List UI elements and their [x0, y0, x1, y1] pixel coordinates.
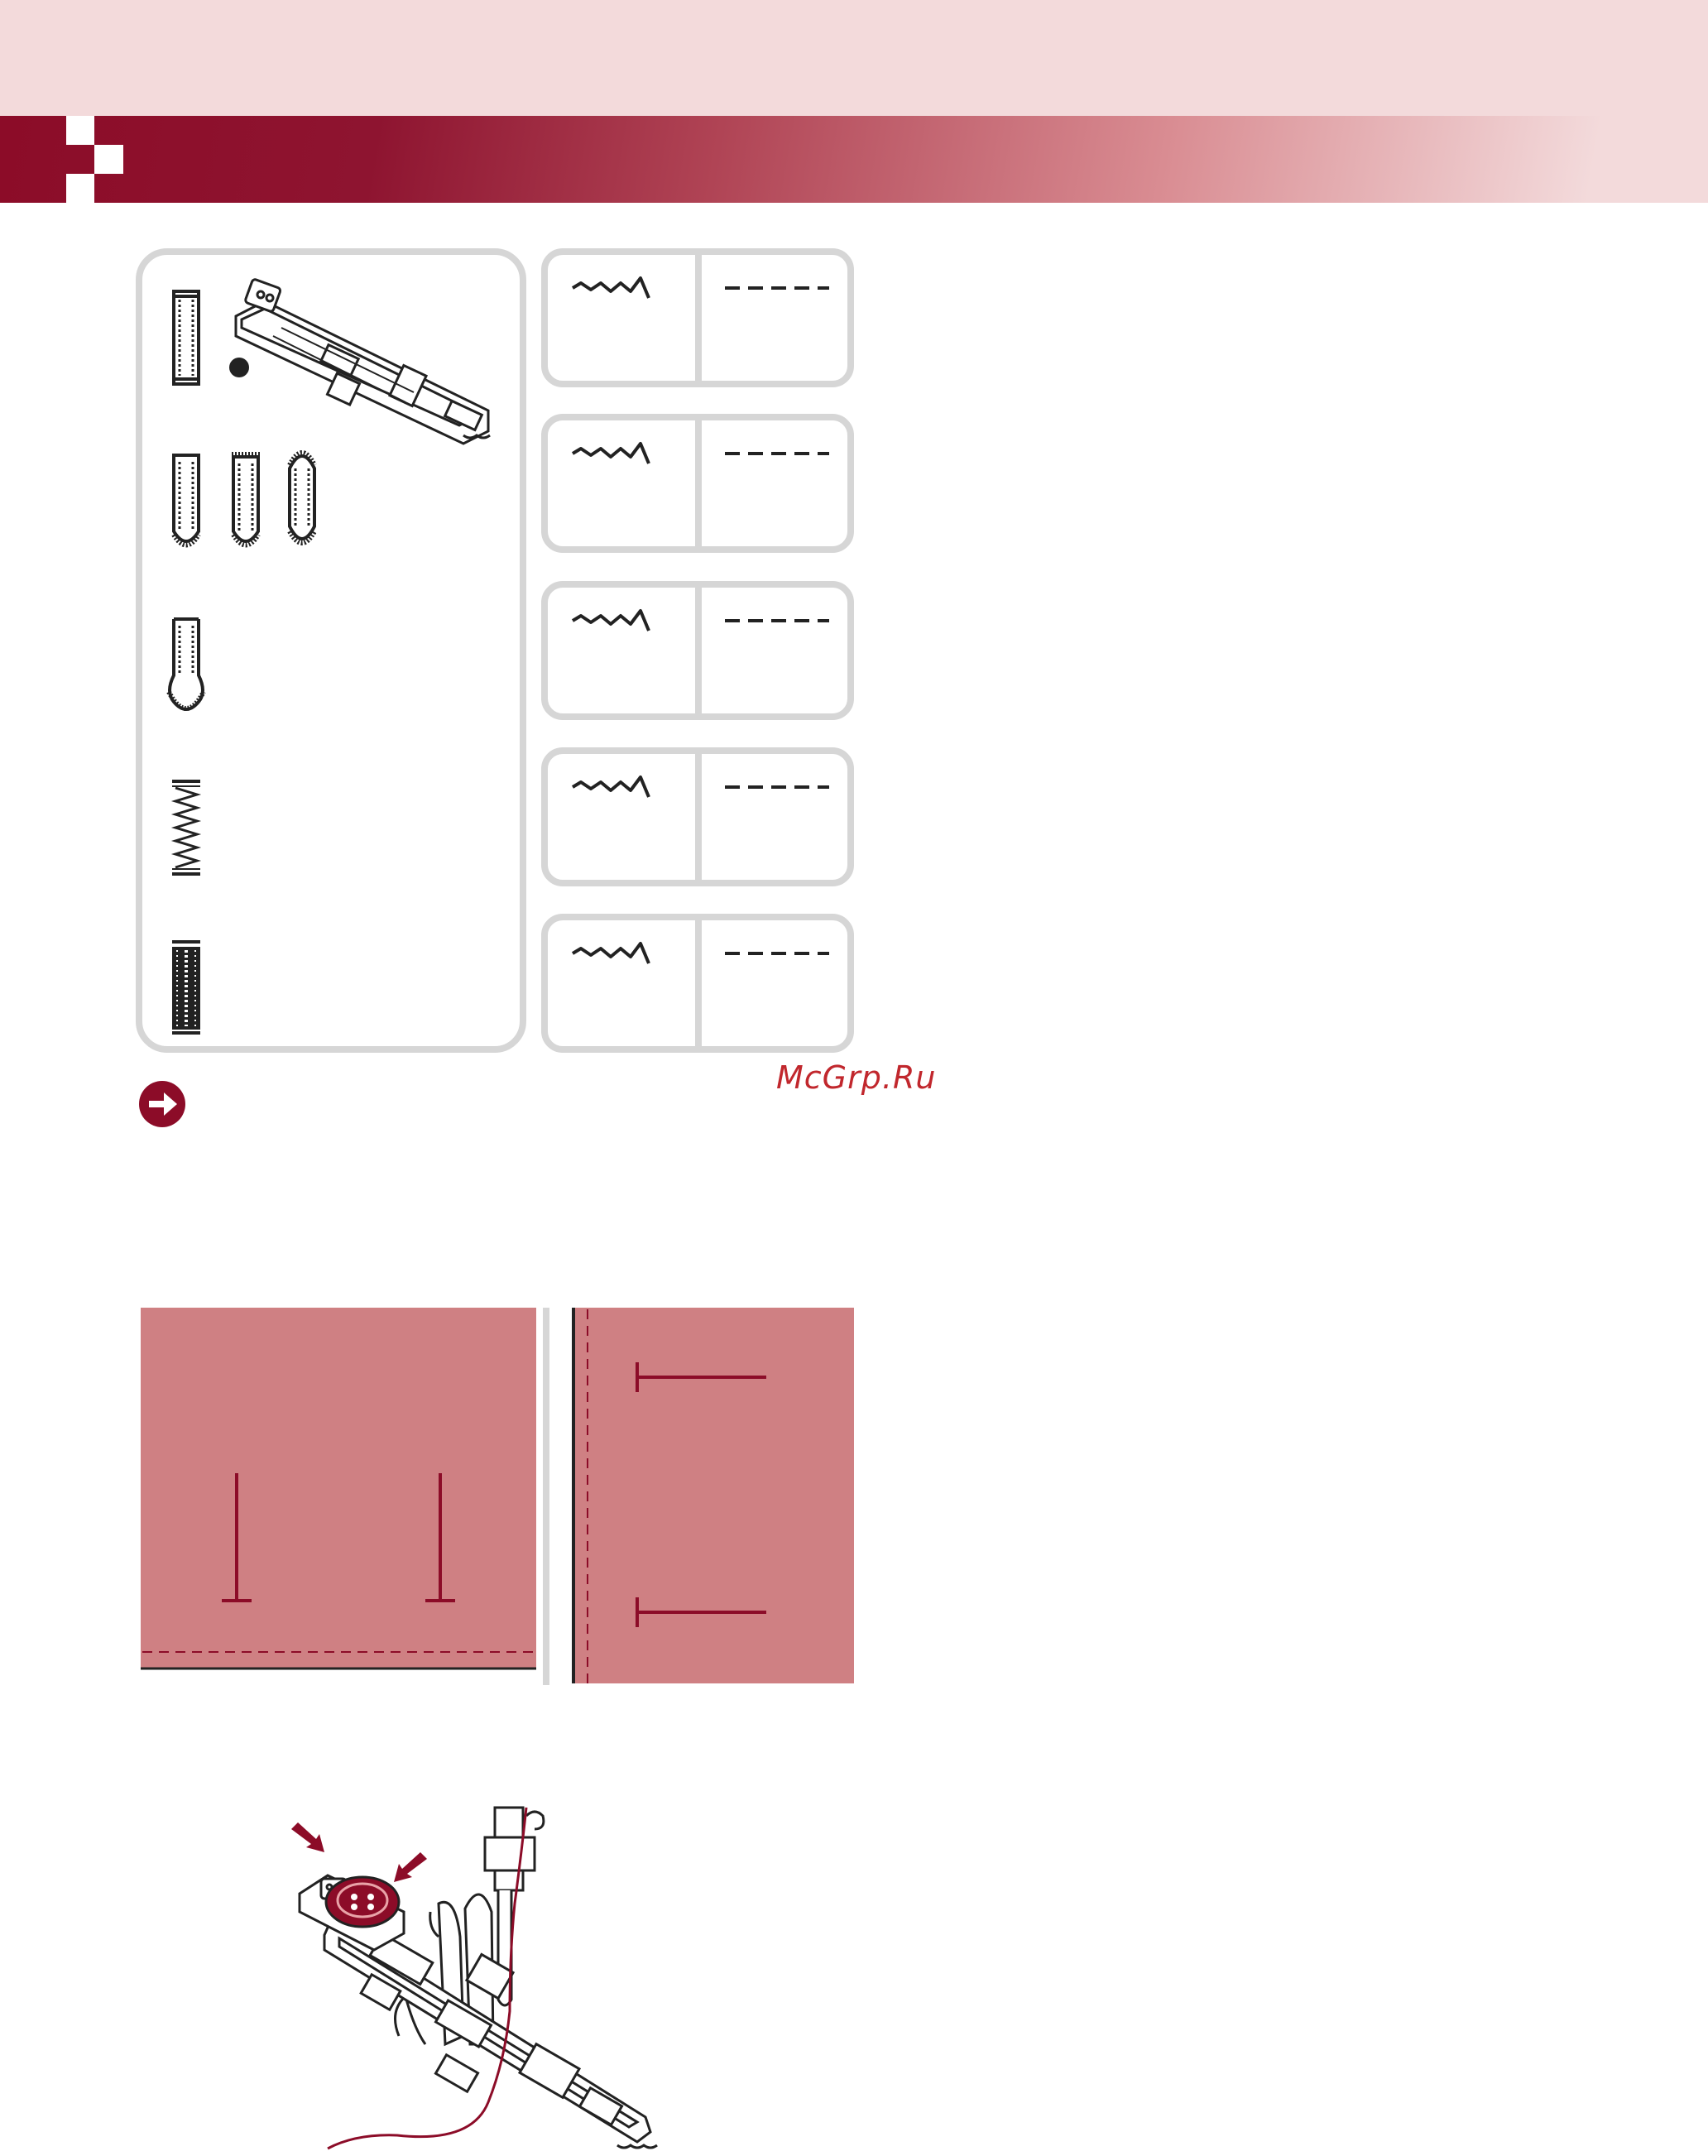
button-icon [326, 1877, 399, 1927]
header-checker-logo [66, 174, 94, 203]
buttonhole-panel [132, 245, 530, 1056]
header-top [0, 0, 1708, 116]
setting-box-row-5 [545, 917, 851, 1049]
header-checker-logo [94, 145, 123, 174]
buttonhole-foot-icon [236, 279, 490, 444]
fabric-vertical-buttonholes [141, 1306, 538, 1680]
setting-box-row-2 [545, 417, 851, 550]
setting-box-row-3 [545, 584, 851, 717]
arrow-right-icon [137, 1079, 187, 1129]
settings-boxes [540, 245, 859, 1056]
setting-box-row-1 [545, 252, 851, 384]
standard-buttonhole-icon [174, 291, 199, 384]
keyhole-buttonhole-icon [169, 619, 204, 709]
illustration-divider [543, 1308, 549, 1685]
watermark: McGrp.Ru [776, 1059, 937, 1096]
selected-dot [229, 358, 249, 377]
arrow-pointer-icon [394, 1852, 427, 1882]
arrow-pointer-icon [291, 1822, 324, 1852]
buttonhole-foot-with-button [281, 1804, 670, 2152]
fabric-horizontal-buttonholes [571, 1306, 856, 1685]
header-band [0, 116, 1708, 203]
setting-box-row-4 [545, 751, 851, 883]
stretch-buttonhole-icon [172, 781, 200, 874]
header-checker-logo [66, 116, 94, 145]
heirloom-buttonhole-icon [172, 942, 200, 1033]
rounded-buttonholes-icon [174, 453, 314, 545]
